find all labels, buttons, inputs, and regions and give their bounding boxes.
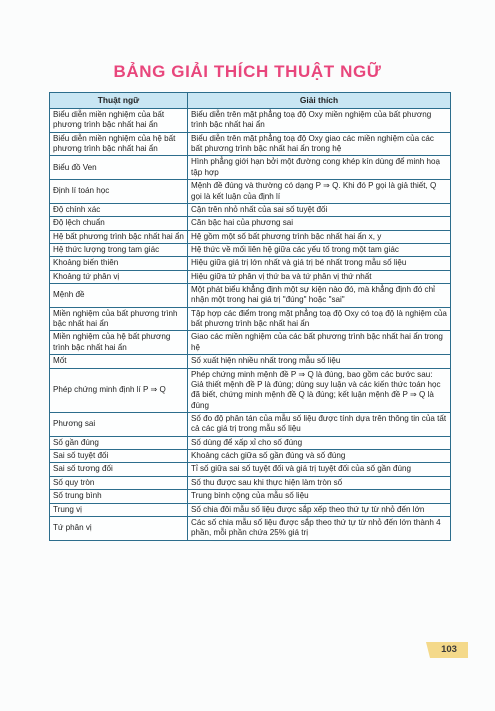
page-number: 103 (441, 644, 457, 655)
explanation-cell: Số dùng để xấp xỉ cho số đúng (188, 436, 451, 449)
table-row (50, 516, 451, 540)
explanation-cell: Phép chứng minh mệnh đề P ⇒ Q là đúng, bao gồm các bước sau: Giả thiết mệnh đề P là đúng; dùng suy luận và các kiến thức toán học đã biết, chứng minh mệnh đề Q là đúng; kết luận mệnh đề P ⇒ Q là đúng (188, 368, 451, 412)
column-header-explanation: Giải thích (188, 93, 451, 109)
explanation-cell: Hình phẳng giới hạn bởi một đường cong khép kín dùng để minh hoạ tập hợp (188, 156, 451, 180)
term-cell: Hệ bất phương trình bậc nhất hai ẩn (50, 230, 188, 243)
term-cell: Tứ phân vị (50, 516, 188, 540)
table-row (50, 203, 451, 216)
term-cell: Sai số tương đối (50, 463, 188, 476)
explanation-cell: Hiệu giữa tứ phân vị thứ ba và tứ phân vị thứ nhất (188, 270, 451, 283)
term-cell: Miền nghiệm của hệ bất phương trình bậc nhất hai ẩn (50, 331, 188, 355)
term-cell: Hệ thức lượng trong tam giác (50, 243, 188, 256)
explanation-cell: Hiệu giữa giá trị lớn nhất và giá trị bé nhất trong mẫu số liệu (188, 257, 451, 270)
table-row (50, 257, 451, 270)
term-cell: Trung vị (50, 503, 188, 516)
explanation-cell: Mệnh đề đúng và thường có dạng P ⇒ Q. Khi đó P gọi là giả thiết, Q gọi là kết luận của định lí (188, 180, 451, 204)
table-row (50, 436, 451, 449)
term-cell: Độ chính xác (50, 203, 188, 216)
term-cell: Định lí toán học (50, 180, 188, 204)
table-row (50, 230, 451, 243)
term-cell: Số quy tròn (50, 476, 188, 489)
explanation-cell: Trung bình cộng của mẫu số liệu (188, 490, 451, 503)
term-cell: Số gần đúng (50, 436, 188, 449)
table-row (50, 132, 451, 156)
table-row (50, 109, 451, 133)
explanation-cell: Một phát biểu khẳng định một sự kiện nào đó, mà khẳng định đó chỉ nhận một trong hai giá trị "đúng" hoặc "sai" (188, 284, 451, 308)
table-row (50, 156, 451, 180)
table-row (50, 463, 451, 476)
explanation-cell: Số thu được sau khi thực hiện làm tròn số (188, 476, 451, 489)
term-cell: Phương sai (50, 412, 188, 436)
explanation-cell: Hệ thức về mối liên hệ giữa các yếu tố trong một tam giác (188, 243, 451, 256)
explanation-cell: Giao các miền nghiệm của các bất phương trình bậc nhất hai ẩn trong hệ (188, 331, 451, 355)
term-cell: Độ lệch chuẩn (50, 217, 188, 230)
explanation-cell: Các số chia mẫu số liệu được sắp theo thứ tự từ nhỏ đến lớn thành 4 phần, mỗi phần chứa 25% giá trị (188, 516, 451, 540)
explanation-cell: Tỉ số giữa sai số tuyệt đối và giá trị tuyệt đối của số gần đúng (188, 463, 451, 476)
term-cell: Mốt (50, 355, 188, 368)
explanation-cell: Căn bậc hai của phương sai (188, 217, 451, 230)
table-row (50, 368, 451, 412)
page-title: BẢNG GIẢI THÍCH THUẬT NGỮ (113, 62, 382, 81)
table-row (50, 503, 451, 516)
explanation-cell: Cận trên nhỏ nhất của sai số tuyệt đối (188, 203, 451, 216)
table-row (50, 331, 451, 355)
explanation-cell: Biểu diễn trên mặt phẳng toạ độ Oxy giao các miền nghiệm của các bất phương trình bậc nhất hai ẩn trong hệ (188, 132, 451, 156)
term-cell: Phép chứng minh định lí P ⇒ Q (50, 368, 188, 412)
table-row (50, 450, 451, 463)
table-row (50, 180, 451, 204)
term-cell: Số trung bình (50, 490, 188, 503)
term-cell: Biểu diễn miền nghiệm của hệ bất phương trình bậc nhất hai ẩn (50, 132, 188, 156)
table-row (50, 217, 451, 230)
term-cell: Khoảng biến thiên (50, 257, 188, 270)
table-header-row (50, 93, 451, 109)
table-row (50, 476, 451, 489)
term-cell: Sai số tuyệt đối (50, 450, 188, 463)
glossary-body (50, 109, 451, 541)
term-cell: Biểu diễn miền nghiệm của bất phương trình bậc nhất hai ẩn (50, 109, 188, 133)
table-row (50, 284, 451, 308)
explanation-cell: Số chia đôi mẫu số liệu được sắp xếp theo thứ tự từ nhỏ đến lớn (188, 503, 451, 516)
table-row (50, 490, 451, 503)
term-cell: Miền nghiệm của bất phương trình bậc nhất hai ẩn (50, 307, 188, 331)
glossary-table (49, 92, 451, 541)
term-cell: Mệnh đề (50, 284, 188, 308)
column-header-term: Thuật ngữ (50, 93, 188, 109)
explanation-cell: Hệ gồm một số bất phương trình bậc nhất hai ẩn x, y (188, 230, 451, 243)
explanation-cell: Số đo độ phân tán của mẫu số liệu được tính dựa trên thông tin của tất cả các giá trị trong mẫu số liệu (188, 412, 451, 436)
table-row (50, 307, 451, 331)
table-row (50, 243, 451, 256)
table-row (50, 355, 451, 368)
explanation-cell: Biểu diễn trên mặt phẳng toạ độ Oxy miền nghiệm của bất phương trình bậc nhất hai ẩn (188, 109, 451, 133)
explanation-cell: Tập hợp các điểm trong mặt phẳng toạ độ Oxy có toạ độ là nghiệm của bất phương trình bậc nhất hai ẩn (188, 307, 451, 331)
term-cell: Biểu đồ Ven (50, 156, 188, 180)
term-cell: Khoảng tứ phân vị (50, 270, 188, 283)
table-row (50, 412, 451, 436)
explanation-cell: Số xuất hiện nhiều nhất trong mẫu số liệu (188, 355, 451, 368)
table-row (50, 270, 451, 283)
explanation-cell: Khoảng cách giữa số gần đúng và số đúng (188, 450, 451, 463)
